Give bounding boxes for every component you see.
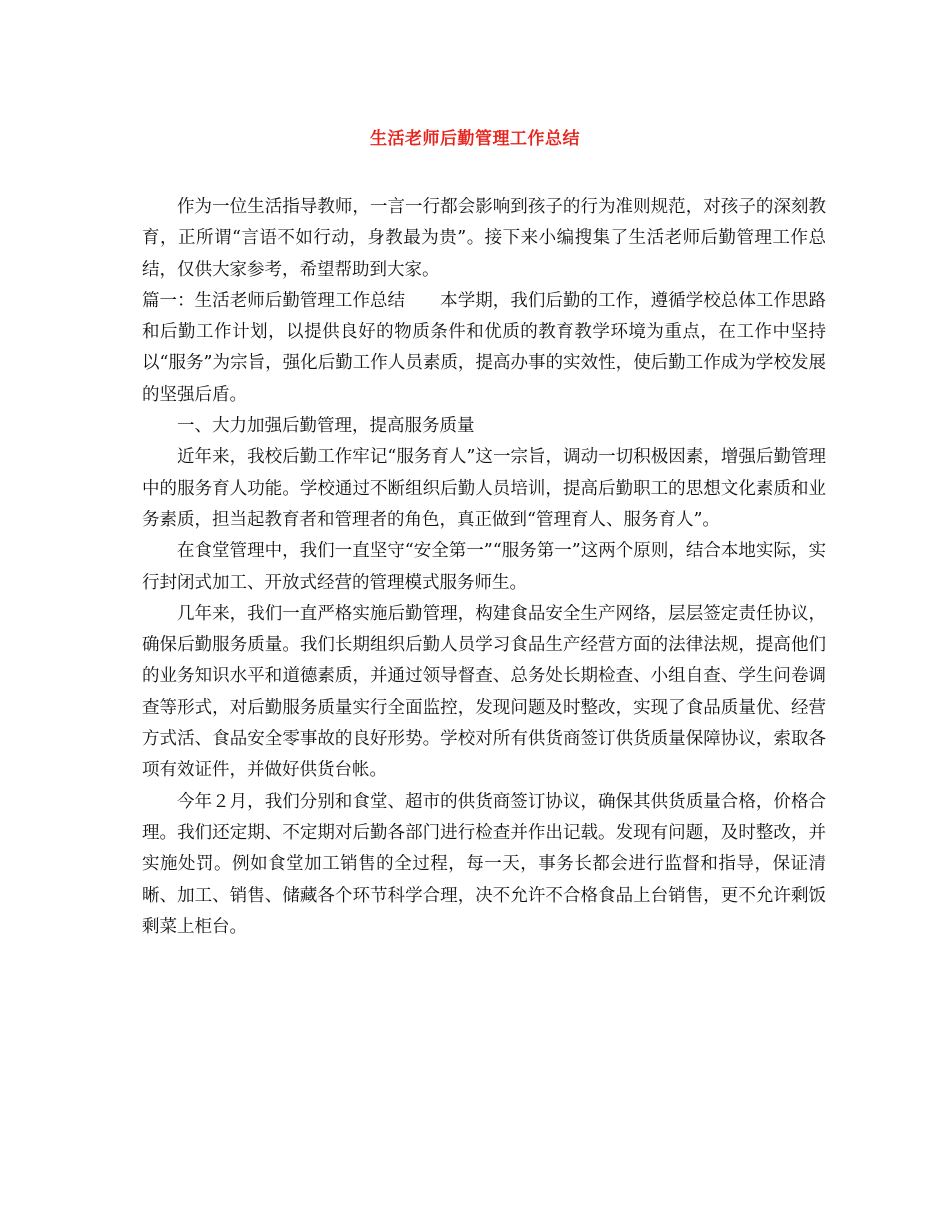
document-title: 生活老师后勤管理工作总结 [370,129,580,149]
paragraph-service: 近年来，我校后勤工作牢记“服务育人”这一宗旨，调动一切积极因素，增强后勤管理中的服务育人功能。学校通过不断组织后勤人员培训，提高后勤职工的思想文化素质和业务素质，担当起教育者和管理者的角色，真正做到“管理育人、服务育人”。 [142,447,826,530]
paragraph-intro: 作为一位生活指导教师，一言一行都会影响到孩子的行为准则规范，对孩子的深刻教育，正所谓“言语不如行动，身教最为贵”。接下来小编搜集了生活老师后勤管理工作总结，仅供大家参考，希望帮助到大家。 [142,197,826,280]
section-heading-one: 一、大力加强后勤管理，提高服务质量 [177,416,475,437]
paragraph-canteen: 在食堂管理中，我们一直坚守“安全第一”“服务第一”这两个原则，结合本地实际，实行封闭式加工、开放式经营的管理模式服务师生。 [142,541,826,593]
paragraph-management: 几年来，我们一直严格实施后勤管理，构建食品安全生产网络，层层签定责任协议，确保后勤服务质量。我们长期组织后勤人员学习食品生产经营方面的法律法规，提高他们的业务知识水平和道德素质，并通过领导督查、总务处长期检查、小组自查、学生问卷调查等形式，对后勤服务质量实行全面监控，发现问题及时整改，实现了食品质量优、经营方式活、食品安全零事故的良好形势。学校对所有供货商签订供货质量保障协议，索取各项有效证件，并做好供货台帐。 [142,603,826,781]
paragraph-february: 今年２月，我们分别和食堂、超市的供货商签订协议，确保其供货质量合格，价格合理。我们还定期、不定期对后勤各部门进行检查并作出记载。发现有问题，及时整改，并实施处罚。例如食堂加工销售的全过程，每一天，事务长都会进行监督和指导，保证清晰、加工、销售、储藏各个环节科学合理，决不允许不合格食品上台销售，更不允许剩饭剩菜上柜台。 [142,791,826,937]
document-body [142,192,826,943]
paragraph-part-one: 篇一：生活老师后勤管理工作总结 本学期，我们后勤的工作，遵循学校总体工作思路和后勤工作计划，以提供良好的物质条件和优质的教育教学环境为重点，在工作中坚持以“服务”为宗旨，强化后勤工作人员素质，提高办事的实效性，使后勤工作成为学校发展的坚强后盾。 [142,290,826,405]
